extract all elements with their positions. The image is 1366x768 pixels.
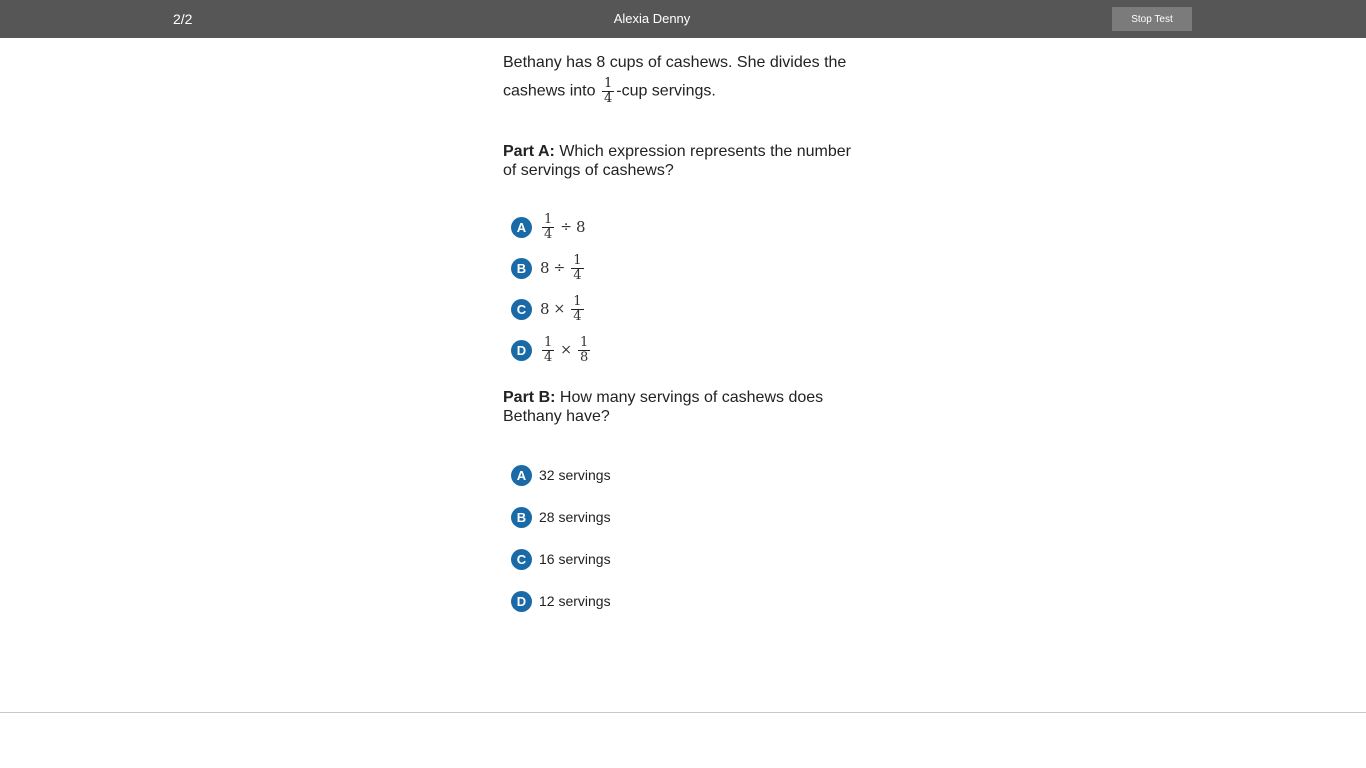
part-b-option-d[interactable] — [511, 588, 611, 614]
number: 8 — [540, 300, 550, 318]
fraction: $\frac{1}{4}$ — [573, 293, 582, 324]
part-b-prompt: Part B: How many servings of cashews does Bethany have? — [503, 389, 824, 425]
multiply-operator: × — [560, 342, 573, 358]
option-text: 16 servings — [539, 551, 611, 567]
option-text: 32 servings — [539, 467, 611, 483]
option-letter-badge: C — [511, 549, 532, 570]
option-expression — [540, 213, 586, 242]
option-letter-badge: A — [511, 217, 532, 238]
question-text: Bethany has 8 cups of cashews. She divides the cashews into $\frac{1}{4}$ -cup servings. — [503, 54, 847, 106]
number: 8 — [576, 218, 586, 236]
part-b-option-a[interactable] — [511, 462, 611, 488]
part-a-option-b[interactable] — [511, 252, 586, 283]
part-b-option-b[interactable] — [511, 504, 611, 530]
question-progress: 2/2 — [173, 11, 193, 27]
fraction: $\frac{1}{4}$ — [544, 211, 553, 242]
divide-operator: ÷ — [553, 260, 566, 276]
option-text: 28 servings — [539, 509, 611, 525]
option-letter-badge: B — [511, 507, 532, 528]
part-a-option-d[interactable] — [511, 334, 592, 365]
part-a-option-a[interactable] — [511, 211, 586, 242]
number: 8 — [540, 259, 550, 277]
fraction-one-fourth: $\frac{1}{4}$ — [603, 76, 613, 106]
part-b-option-c[interactable] — [511, 546, 611, 572]
part-a-option-c[interactable] — [511, 293, 586, 324]
stop-test-button[interactable]: Stop Test — [1112, 7, 1192, 31]
multiply-operator: × — [553, 301, 566, 317]
option-expression — [540, 336, 592, 365]
option-letter-badge: B — [511, 258, 532, 279]
option-letter-badge: D — [511, 591, 532, 612]
part-a-prompt: Part A: Which expression represents the number of servings of cashews? — [503, 143, 852, 179]
divide-operator: ÷ — [560, 219, 573, 235]
fraction: $\frac{1}{8}$ — [580, 334, 589, 365]
option-letter-badge: A — [511, 465, 532, 486]
student-name: Alexia Denny — [613, 11, 691, 26]
option-expression — [540, 254, 586, 283]
top-bar — [0, 0, 1366, 38]
option-expression — [540, 295, 586, 324]
option-letter-badge: C — [511, 299, 532, 320]
option-letter-badge: D — [511, 340, 532, 361]
fraction: $\frac{1}{4}$ — [544, 334, 553, 365]
option-text: 12 servings — [539, 593, 611, 609]
fraction: $\frac{1}{4}$ — [573, 252, 582, 283]
question-stem — [503, 49, 855, 106]
footer-divider — [0, 712, 1366, 713]
